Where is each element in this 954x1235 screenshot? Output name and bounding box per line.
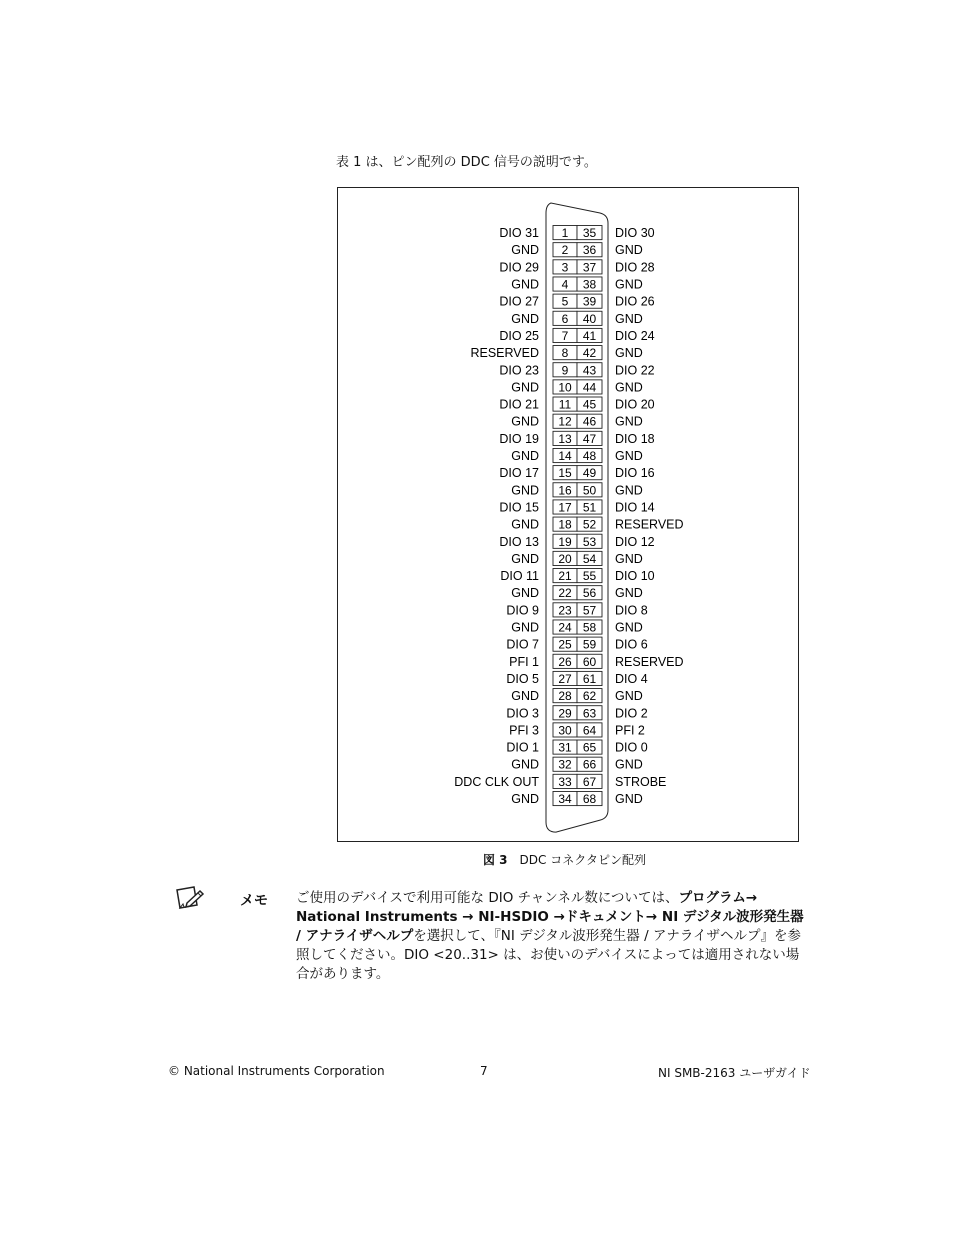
footer-copyright: © National Instruments Corporation [168, 1064, 385, 1078]
pin-label-left: GND [511, 414, 539, 429]
pin-number-right: 44 [582, 380, 597, 395]
pin-number-left: 8 [561, 346, 569, 361]
connector-figure [337, 187, 799, 842]
pin-label-right: GND [615, 277, 643, 292]
pin-label-left: GND [511, 243, 539, 258]
pin-number-right: 60 [582, 654, 597, 669]
pin-number-left: 6 [561, 311, 569, 326]
pin-label-right: DIO 14 [615, 500, 655, 515]
pin-number-right: 50 [582, 483, 597, 498]
intro-text: 表 1 は、ピン配列の DDC 信号の説明です。 [336, 155, 597, 170]
pin-number-left: 2 [561, 243, 569, 258]
pin-number-left: 33 [558, 774, 572, 789]
footer-guide-title: NI SMB-2163 ユーザガイド [658, 1066, 811, 1080]
pin-label-left: GND [511, 380, 539, 395]
pin-label-right: GND [615, 380, 643, 395]
pin-number-left: 12 [558, 414, 572, 429]
note-pencil-icon [174, 885, 206, 913]
pin-number-left: 26 [558, 654, 572, 669]
pin-number-left: 4 [561, 277, 569, 292]
pin-label-left: DIO 23 [499, 363, 539, 378]
pin-number-right: 49 [582, 466, 597, 481]
pin-number-right: 57 [582, 603, 597, 618]
pin-label-right: DIO 0 [615, 740, 648, 755]
pin-label-right: DIO 12 [615, 534, 655, 549]
caption-text: DDC コネクタピン配列 [519, 853, 646, 867]
pin-label-left: DDC CLK OUT [454, 774, 539, 789]
pin-number-right: 47 [582, 431, 597, 446]
pin-number-right: 64 [582, 723, 597, 738]
pin-number-right: 36 [582, 243, 597, 258]
pin-label-right: GND [615, 346, 643, 361]
pin-label-left: RESERVED [470, 346, 539, 361]
pin-label-right: DIO 2 [615, 706, 648, 721]
note-label: メモ [240, 893, 268, 909]
pin-label-left: GND [511, 689, 539, 704]
pin-number-right: 45 [582, 397, 597, 412]
caption-number: 図 3 [483, 853, 508, 867]
pin-number-right: 41 [582, 328, 597, 343]
pin-number-left: 10 [558, 380, 572, 395]
footer-page-number: 7 [480, 1064, 488, 1078]
pin-label-left: PFI 1 [509, 654, 539, 669]
pin-number-left: 28 [558, 689, 572, 704]
pin-label-left: GND [511, 792, 539, 807]
pin-number-right: 37 [582, 260, 597, 275]
pin-number-right: 40 [582, 311, 597, 326]
note-menu-path: プログラム→ National Instruments → NI-HSDIO →ドキュメント→ NI デジタル波形発生器 / アナライザヘルプ [296, 890, 804, 944]
pin-number-right: 53 [582, 534, 597, 549]
pin-number-right: 61 [582, 671, 597, 686]
pin-label-right: RESERVED [615, 517, 684, 532]
pin-number-right: 51 [582, 500, 597, 515]
pin-label-right: DIO 6 [615, 637, 648, 652]
pin-label-right: DIO 20 [615, 397, 655, 412]
pin-number-left: 31 [558, 740, 572, 755]
pin-number-right: 56 [582, 586, 597, 601]
pin-label-right: GND [615, 757, 643, 772]
pin-number-left: 22 [558, 586, 572, 601]
pin-label-left: DIO 3 [506, 706, 539, 721]
pin-number-right: 54 [582, 551, 597, 566]
connector-diagram [338, 188, 800, 843]
pin-label-right: DIO 8 [615, 603, 648, 618]
pin-label-left: DIO 9 [506, 603, 539, 618]
pin-label-left: GND [511, 483, 539, 498]
pin-label-left: GND [511, 551, 539, 566]
pin-label-right: GND [615, 243, 643, 258]
pin-number-right: 55 [582, 569, 597, 584]
pin-label-right: RESERVED [615, 654, 684, 669]
pin-label-left: DIO 1 [506, 740, 539, 755]
pin-number-left: 1 [561, 226, 569, 241]
pin-label-right: DIO 24 [615, 328, 655, 343]
pin-label-right: GND [615, 586, 643, 601]
pin-label-right: GND [615, 311, 643, 326]
pin-label-left: DIO 13 [499, 534, 539, 549]
pin-number-right: 58 [582, 620, 597, 635]
pin-label-left: DIO 19 [499, 431, 539, 446]
pin-label-left: GND [511, 311, 539, 326]
pin-label-right: DIO 28 [615, 260, 655, 275]
pin-number-left: 9 [561, 363, 569, 378]
pin-label-right: STROBE [615, 774, 667, 789]
pin-number-left: 23 [558, 603, 572, 618]
figure-caption [483, 851, 646, 868]
pin-number-left: 3 [561, 260, 569, 275]
pin-label-left: GND [511, 277, 539, 292]
pin-label-right: GND [615, 620, 643, 635]
pin-label-left: GND [511, 517, 539, 532]
pin-label-left: DIO 15 [499, 500, 539, 515]
pin-number-right: 46 [582, 414, 597, 429]
pin-label-right: DIO 30 [615, 226, 655, 241]
pin-number-left: 7 [561, 328, 569, 343]
pin-number-right: 35 [582, 226, 597, 241]
pin-number-left: 27 [558, 671, 572, 686]
pin-label-right: DIO 16 [615, 466, 655, 481]
pin-number-left: 19 [558, 534, 572, 549]
pin-label-left: DIO 25 [499, 328, 539, 343]
pin-number-right: 59 [582, 637, 597, 652]
pin-number-right: 65 [582, 740, 597, 755]
pin-label-right: GND [615, 483, 643, 498]
pin-label-right: DIO 26 [615, 294, 655, 309]
pin-label-left: DIO 27 [499, 294, 539, 309]
pin-label-left: DIO 11 [500, 569, 539, 584]
pin-number-right: 48 [582, 449, 597, 464]
pin-number-right: 63 [582, 706, 597, 721]
pin-number-left: 20 [558, 551, 572, 566]
pin-number-left: 24 [558, 620, 572, 635]
pin-label-left: GND [511, 586, 539, 601]
pin-label-right: GND [615, 449, 643, 464]
pin-label-right: GND [615, 689, 643, 704]
pin-label-right: DIO 10 [615, 569, 655, 584]
pin-label-left: GND [511, 449, 539, 464]
pin-number-right: 68 [582, 792, 597, 807]
pin-number-right: 42 [582, 346, 597, 361]
pin-number-left: 17 [558, 500, 572, 515]
pin-number-left: 15 [558, 466, 572, 481]
pin-label-left: GND [511, 620, 539, 635]
pin-label-right: DIO 4 [615, 671, 648, 686]
note-text-2: を選択して、『NI デジタル波形発生器 / アナライザヘルプ』を参照してください。DIO <20..31> は、お使いのデバイスによっては適用されない場合があります。 [296, 928, 802, 982]
pin-number-left: 34 [558, 792, 572, 807]
pin-number-right: 39 [582, 294, 597, 309]
pin-number-right: 67 [582, 774, 597, 789]
pin-label-left: DIO 7 [506, 637, 539, 652]
pin-number-right: 52 [582, 517, 597, 532]
pin-label-left: DIO 31 [499, 226, 539, 241]
pin-label-right: GND [615, 414, 643, 429]
pin-number-left: 30 [558, 723, 572, 738]
pin-number-left: 25 [558, 637, 572, 652]
pin-number-left: 32 [558, 757, 572, 772]
pin-label-right: GND [615, 551, 643, 566]
pin-label-left: PFI 3 [509, 723, 539, 738]
pin-number-left: 13 [558, 431, 572, 446]
pin-label-left: DIO 5 [506, 671, 539, 686]
pin-number-right: 62 [582, 689, 597, 704]
pin-label-left: GND [511, 757, 539, 772]
pin-number-left: 16 [558, 483, 572, 498]
pin-label-left: DIO 29 [499, 260, 539, 275]
pin-label-left: DIO 17 [499, 466, 539, 481]
pin-number-left: 21 [558, 569, 572, 584]
pin-number-left: 11 [558, 397, 572, 412]
note-text-1: ご使用のデバイスで利用可能な DIO チャンネル数については、 [296, 890, 679, 906]
pin-label-right: PFI 2 [615, 723, 645, 738]
note-body [296, 889, 806, 984]
pin-number-right: 66 [582, 757, 597, 772]
pin-number-left: 14 [558, 449, 572, 464]
pin-number-left: 29 [558, 706, 572, 721]
pin-number-right: 43 [582, 363, 597, 378]
pin-number-right: 38 [582, 277, 597, 292]
pin-label-right: DIO 22 [615, 363, 655, 378]
pin-number-left: 18 [558, 517, 572, 532]
pin-label-right: DIO 18 [615, 431, 655, 446]
pin-label-right: GND [615, 792, 643, 807]
pin-label-left: DIO 21 [499, 397, 539, 412]
pin-number-left: 5 [561, 294, 569, 309]
